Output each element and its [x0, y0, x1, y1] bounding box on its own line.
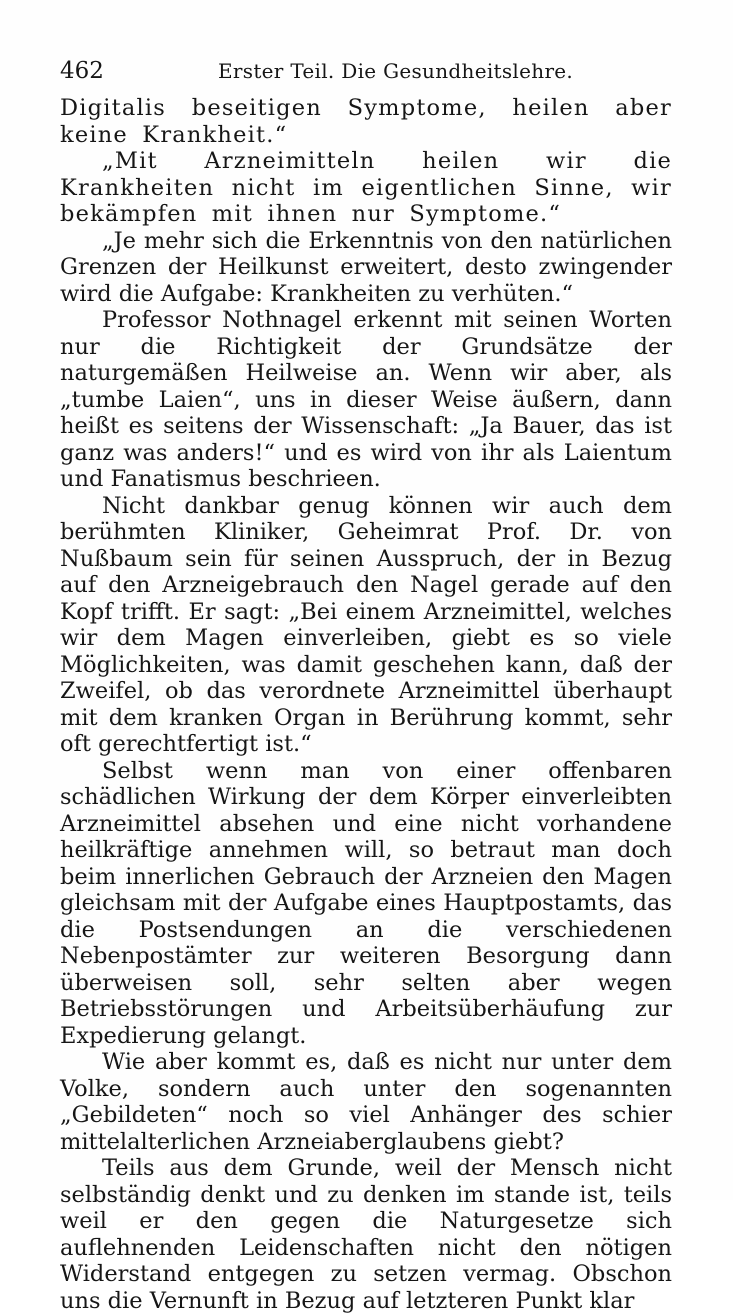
page-number: 462: [60, 58, 104, 84]
running-head: Erster Teil. Die Gesundheitslehre.: [218, 59, 574, 83]
paragraph-quote-erkenntnis: „Je mehr sich die Erkenntnis von den natürlichen Grenzen der Heilkunst erweitert, desto zwingender wird die Aufgabe: Krankheiten zu verhüten.“: [60, 227, 672, 307]
paragraph-teils-aus-dem-grunde: Teils aus dem Grunde, weil der Mensch nicht selbständig denkt und zu denken im stande ist, teils weil er den gegen die Naturgesetze sich auflehnenden Leidenschaften nicht den nötigen Widerstand entgegen zu setzen vermag. Obschon uns die Vernunft in Bezug auf letzteren Punkt klar: [60, 1155, 672, 1314]
paragraph-quote-arzneimittel: „Mit Arzneimitteln heilen wir die Krankheiten nicht im eigentlichen Sinne, wir bekämpfen mit ihnen nur Symptome.“: [60, 148, 672, 227]
paragraph-nothnagel: Professor Nothnagel erkennt mit seinen Worten nur die Richtigkeit der Grundsätze der naturgemäßen Heilweise an. Wenn wir aber, als „tumbe Laien“, uns in dieser Weise äußern, dann heißt es seitens der Wissenschaft: „Ja Bauer, das ist ganz was anders!“ und es wird von ihr als Laientum und Fanatismus beschrieen.: [60, 307, 672, 492]
paragraph-quote-continuation: Digitalis beseitigen Symptome, heilen aber keine Krankheit.“: [60, 95, 672, 148]
paragraph-aberglaube-question: Wie aber kommt es, daß es nicht nur unter dem Volke, sondern auch unter den sogenannten „Gebildeten“ noch so viel Anhänger des schier mittelalterlichen Arzneiaberglaubens giebt?: [60, 1049, 672, 1155]
body-text: [60, 95, 672, 1314]
page-header: [60, 54, 675, 88]
paragraph-nussbaum: Nicht dankbar genug können wir auch dem berühmten Kliniker, Geheimrat Prof. Dr. von Nußbaum sein für seinen Ausspruch, der in Bezug auf den Arzneigebrauch den Nagel gerade auf den Kopf trifft. Er sagt: „Bei einem Arzneimittel, welches wir dem Magen einverleiben, giebt es so viele Möglichkeiten, was damit geschehen kann, daß der Zweifel, ob das verordnete Arzneimittel überhaupt mit dem kranken Organ in Berührung kommt, sehr oft gerechtfertigt ist.“: [60, 492, 672, 757]
paragraph-hauptpostamt: Selbst wenn man von einer offenbaren schädlichen Wirkung der dem Körper einverleibten Arzneimittel absehen und eine nicht vorhandene heilkräftige annehmen will, so betraut man doch beim innerlichen Gebrauch der Arzneien den Magen gleichsam mit der Aufgabe eines Hauptpostamts, das die Postsendungen an die verschiedenen Nebenpostämter zur weiteren Besorgung dann überweisen soll, sehr selten aber wegen Betriebsstörungen und Arbeitsüberhäufung zur Expedierung gelangt.: [60, 757, 672, 1049]
